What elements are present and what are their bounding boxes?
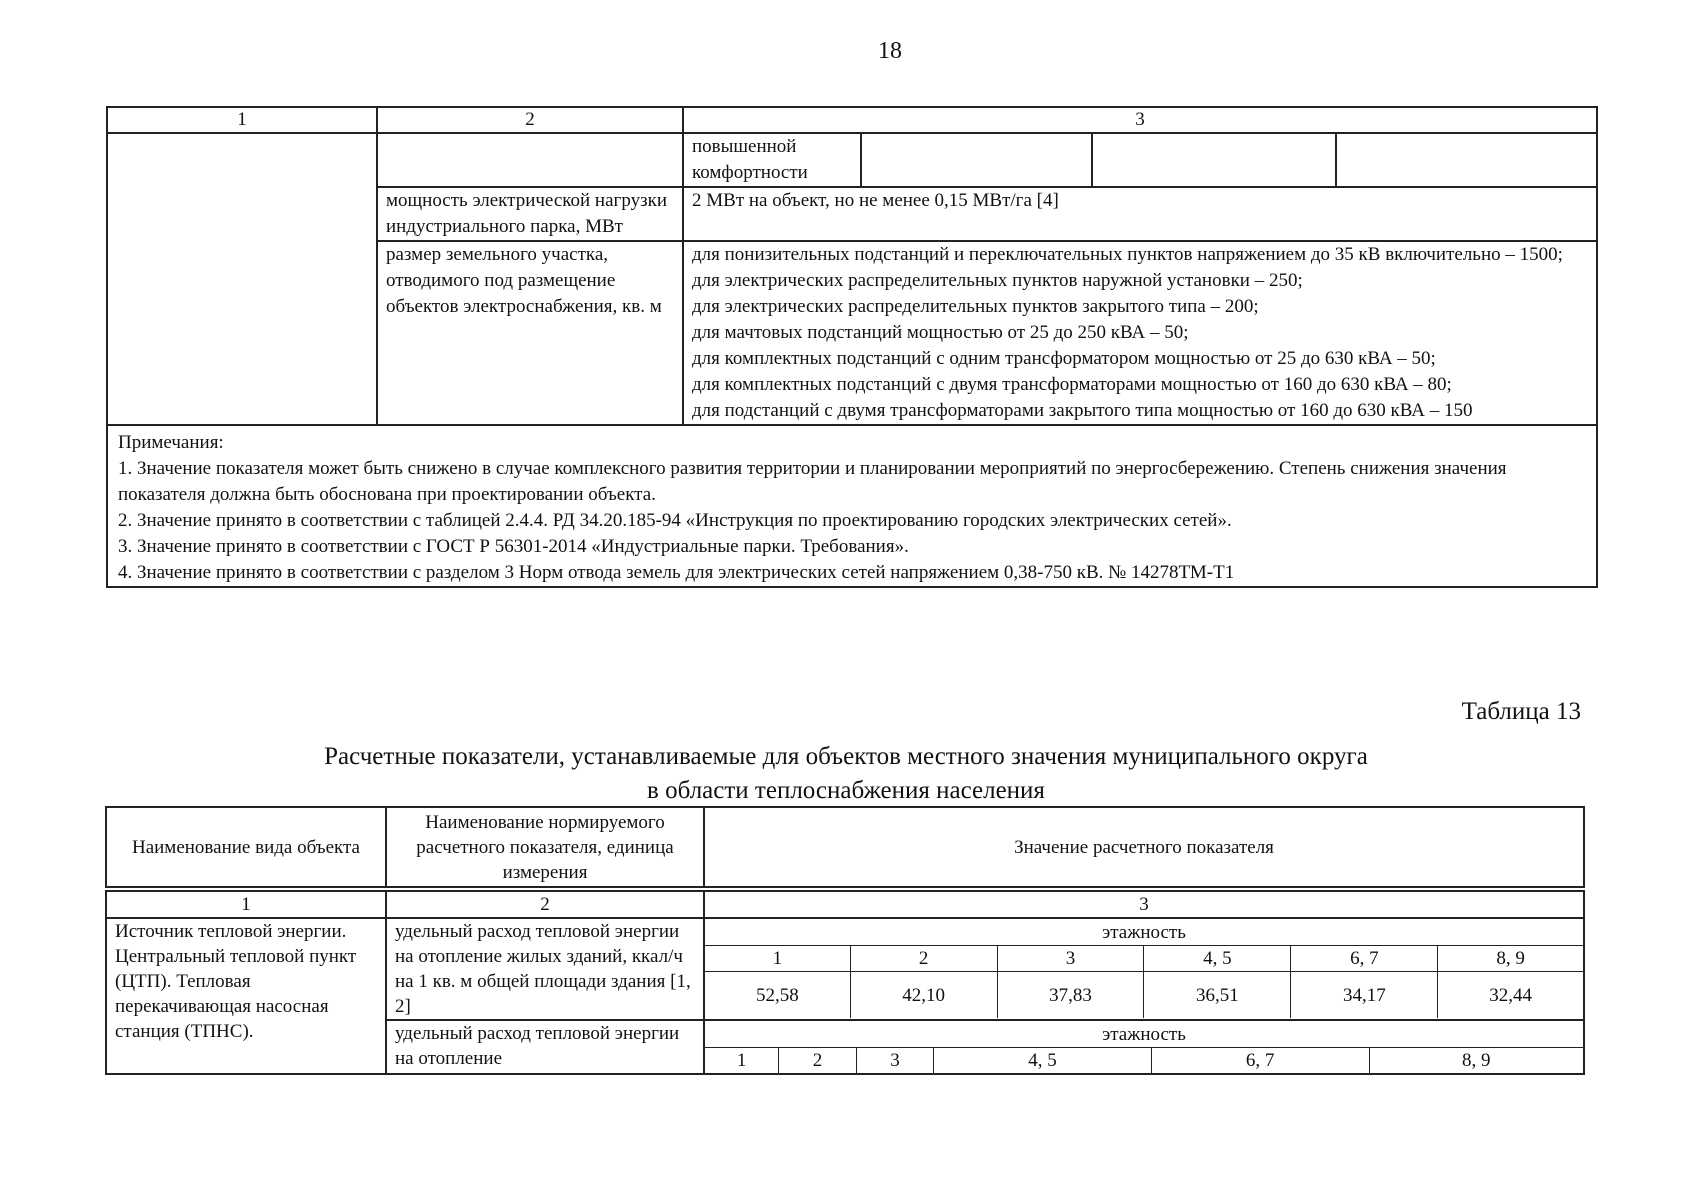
param-label: мощность электрической нагрузки индустриального парка, МВт <box>377 187 683 241</box>
floor-values-subtable <box>705 1021 1583 1073</box>
indicator-label: удельный расход тепловой энергии на отопление жилых зданий, ккал/ч на 1 кв. м общей площади здания [1, 2] <box>386 918 704 1020</box>
notes-row <box>107 425 1597 587</box>
column-number: 3 <box>704 891 1584 918</box>
table-title <box>106 740 1586 808</box>
param-value-list <box>683 241 1597 425</box>
value-line: для понизительных подстанций и переключательных пунктов напряжением до 35 кВ включительно – 1500; <box>692 244 1563 265</box>
param-value: 2 МВт на объект, но не менее 0,15 МВт/га [4] <box>683 187 1597 241</box>
value-line: для мачтовых подстанций мощностью от 25 до 250 кВА – 50; <box>692 322 1189 343</box>
column-number: 2 <box>386 891 704 918</box>
heat-supply-indicators-table <box>105 806 1585 1075</box>
page-number: 18 <box>878 38 902 64</box>
floors-label: этажность <box>705 919 1583 946</box>
object-types: Источник тепловой энергии. Центральный тепловой пункт (ЦТП). Тепловая перекачивающая насосная станция (ТПНС). <box>106 918 386 1074</box>
value-line: для подстанций с двумя трансформаторами закрытого типа мощностью от 160 до 630 кВА – 150 <box>692 400 1473 421</box>
comfort-subtable <box>684 134 1596 186</box>
floor-number: 2 <box>779 1048 856 1074</box>
heat-value: 36,51 <box>1144 972 1291 1019</box>
heat-value: 32,44 <box>1438 972 1583 1019</box>
floors-label: этажность <box>705 1021 1583 1048</box>
header-row <box>106 807 1584 887</box>
floor-number: 1 <box>705 946 850 972</box>
table-row <box>107 133 1597 187</box>
floor-values-subtable <box>705 919 1583 1018</box>
notes-title: Примечания: <box>118 432 224 453</box>
floor-number: 8, 9 <box>1438 946 1583 972</box>
heat-value: 37,83 <box>997 972 1144 1019</box>
floor-number: 3 <box>997 946 1144 972</box>
heat-value: 42,10 <box>850 972 997 1019</box>
header-value: Значение расчетного показателя <box>704 807 1584 887</box>
heat-value: 52,58 <box>705 972 850 1019</box>
indicator-label: удельный расход тепловой энергии на отопление <box>386 1020 704 1074</box>
floor-number: 1 <box>705 1048 779 1074</box>
empty-param-cell <box>377 133 683 187</box>
floor-number: 2 <box>850 946 997 972</box>
empty-value-cell <box>861 134 1092 186</box>
notes-cell <box>107 425 1597 587</box>
value-line: для комплектных подстанций с одним трансформатором мощностью от 25 до 630 кВА – 50; <box>692 348 1436 369</box>
table-title-line: в области теплоснабжения населения <box>647 777 1045 804</box>
note-item: 3. Значение принято в соответствии с ГОСТ Р 56301-2014 «Индустриальные парки. Требования». <box>118 536 909 557</box>
note-item: 4. Значение принято в соответствии с разделом 3 Норм отвода земель для электрических сетей напряжением 0,38-750 кВ. № 14278ТМ-Т1 <box>118 562 1235 583</box>
empty-value-cell <box>1092 134 1336 186</box>
table-label: Таблица 13 <box>1461 698 1581 725</box>
header-indicator: Наименование нормируемого расчетного показателя, единица измерения <box>386 807 704 887</box>
value-line: для электрических распределительных пунктов наружной установки – 250; <box>692 270 1303 291</box>
column-number-row <box>107 107 1597 133</box>
column-number: 1 <box>107 107 377 133</box>
header-object-type: Наименование вида объекта <box>106 807 386 887</box>
table-title-line: Расчетные показатели, устанавливаемые для объектов местного значения муниципального округа <box>324 743 1368 770</box>
floor-number: 4, 5 <box>1144 946 1291 972</box>
floor-number: 6, 7 <box>1151 1048 1369 1074</box>
table-row <box>106 918 1584 1020</box>
column-number: 3 <box>683 107 1597 133</box>
column-number: 1 <box>106 891 386 918</box>
param-label: размер земельного участка, отводимого под размещение объектов электроснабжения, кв. м <box>377 241 683 425</box>
floor-number: 6, 7 <box>1291 946 1438 972</box>
comfort-row-cell <box>683 133 1597 187</box>
value-line: для электрических распределительных пунктов закрытого типа – 200; <box>692 296 1259 317</box>
value-line: для комплектных подстанций с двумя трансформаторами мощностью от 160 до 630 кВА – 80; <box>692 374 1452 395</box>
note-item: 1. Значение показателя может быть снижено в случае комплексного развития территории и планировании мероприятий по энергосбережению. Степень снижения значения показателя должна быть обоснована при проектировании объекта. <box>118 458 1507 505</box>
comfort-label: повышенной комфортности <box>692 136 808 183</box>
floor-number: 4, 5 <box>934 1048 1152 1074</box>
floor-number: 3 <box>856 1048 933 1074</box>
heat-value: 34,17 <box>1291 972 1438 1019</box>
column-number: 2 <box>377 107 683 133</box>
empty-value-cell <box>1336 134 1596 186</box>
note-item: 2. Значение принято в соответствии с таблицей 2.4.4. РД 34.20.185-94 «Инструкция по проектированию городских электрических сетей». <box>118 510 1232 531</box>
power-supply-table-continuation <box>106 106 1598 588</box>
floor-values-cell <box>704 918 1584 1020</box>
floor-values-cell <box>704 1020 1584 1074</box>
column-number-row <box>106 891 1584 918</box>
empty-object-cell <box>107 133 377 425</box>
floor-number: 8, 9 <box>1369 1048 1583 1074</box>
